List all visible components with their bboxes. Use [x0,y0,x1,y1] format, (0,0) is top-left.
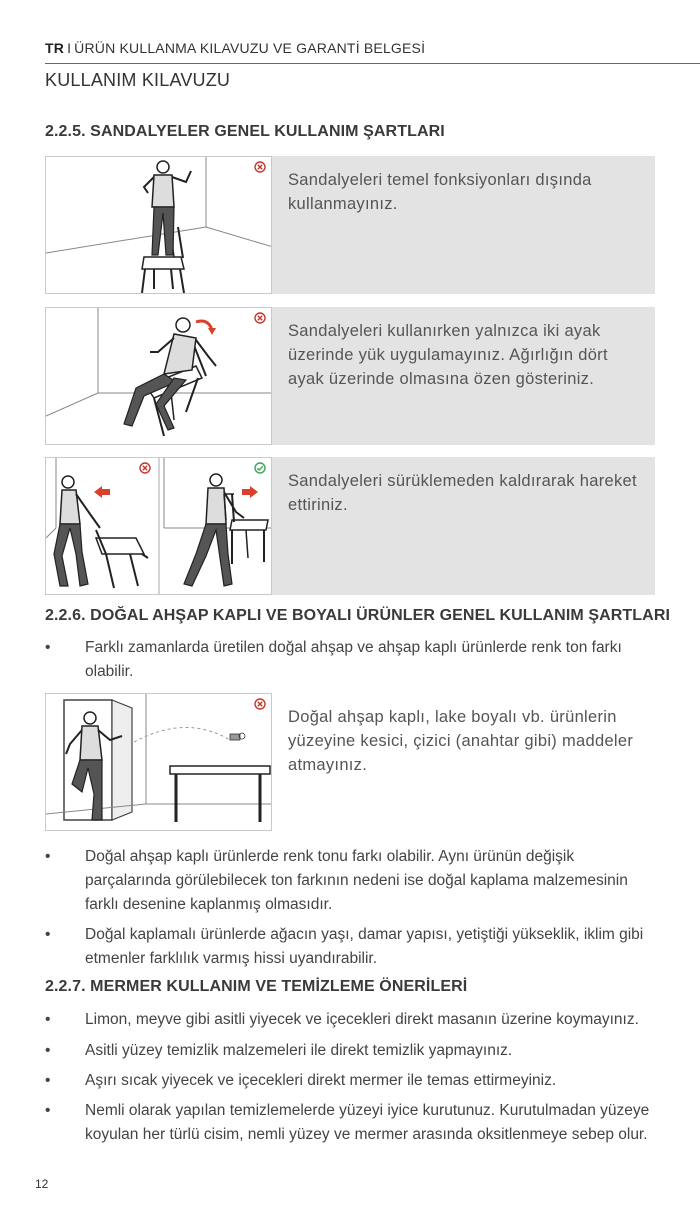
page-number: 12 [35,1177,49,1191]
bullet-text: Nemli olarak yapılan temizlemelerde yüzeyi iyice kurutunuz. Kurutulmadan yüzeye koyulan her türlü cisim, nemli yüzey ve mermer arasında oksitlenmeye sebep olur. [85,1102,650,1143]
prohibited-icon [254,161,266,173]
illustration-throwing-keys [45,693,272,831]
list-item [45,923,655,971]
bullet-marker: • [45,1102,51,1119]
allowed-check-icon [254,462,266,474]
list-item [45,1008,655,1032]
card-1-text: Sandalyeleri temel fonksiyonları dışında kullanmayınız. [272,156,655,294]
chair-usage-card-3 [45,457,655,595]
document-title: ÜRÜN KULLANMA KILAVUZU VE GARANTİ BELGESİ [74,40,426,56]
section-heading-2-2-6: 2.2.6. DOĞAL AHŞAP KAPLI VE BOYALI ÜRÜNLER GENEL KULLANIM ŞARTLARI [45,607,671,624]
bullet-text: Aşırı sıcak yiyecek ve içecekleri direkt mermer ile temas ettirmeyiniz. [85,1072,557,1089]
bullet-text: Asitli yüzey temizlik malzemeleri ile direkt temizlik yapmayınız. [85,1042,513,1059]
list-item [45,1099,655,1147]
bullet-text: Doğal kaplamalı ürünlerde ağacın yaşı, damar yapısı, yetiştiği yükseklik, iklim gibi etmenler farklılık varmış hissi uyandırabilir. [85,926,644,967]
list-item [45,1039,655,1063]
illustration-dragging-vs-lifting [45,457,272,595]
wood-surface-card [45,693,655,831]
list-item [45,636,655,684]
illustration-standing-on-chair [45,156,272,294]
bullet-marker: • [45,848,51,865]
language-code: TR [45,40,65,56]
bullet-marker: • [45,639,51,656]
list-item [45,845,655,917]
bullet-text: Doğal ahşap kaplı ürünlerde renk tonu farkı olabilir. Aynı ürünün değişik parçalarında görülebilecek ton farkının nedeni ise doğal kaplama malzemesinin farklı desenine kaplanmış olmasıdır. [85,848,628,913]
bullet-text: Farklı zamanlarda üretilen doğal ahşap ve ahşap kaplı ürünlerde renk ton farkı olabilir. [85,639,622,680]
card-2-text: Sandalyeleri kullanırken yalnızca iki ayak üzerinde yük uygulamayınız. Ağırlığın dört ayak üzerinde olmasına özen gösteriniz. [272,307,655,445]
page-subtitle: KULLANIM KILAVUZU [45,70,231,90]
header-divider [45,63,700,64]
section-heading-2-2-5: 2.2.5. SANDALYELER GENEL KULLANIM ŞARTLARI [45,123,445,140]
prohibited-icon [139,462,151,474]
header-separator: I [67,40,72,56]
prohibited-icon [254,698,266,710]
bullet-marker: • [45,1011,51,1028]
illustration-tilting-chair [45,307,272,445]
bullet-marker: • [45,1072,51,1089]
chair-usage-card-1 [45,156,655,294]
prohibited-icon [254,312,266,324]
wood-card-text: Doğal ahşap kaplı, lake boyalı vb. ürünlerin yüzeyine kesici, çizici (anahtar gibi) maddeler atmayınız. [272,693,655,831]
bullet-text: Limon, meyve gibi asitli yiyecek ve içecekleri direkt masanın üzerine koymayınız. [85,1011,639,1028]
section-heading-2-2-7: 2.2.7. MERMER KULLANIM VE TEMİZLEME ÖNERİLERİ [45,978,468,995]
document-header [45,40,425,56]
list-item [45,1069,655,1093]
bullet-marker: • [45,926,51,943]
card-3-text: Sandalyeleri sürüklemeden kaldırarak hareket ettiriniz. [272,457,655,595]
chair-usage-card-2 [45,307,655,445]
bullet-marker: • [45,1042,51,1059]
